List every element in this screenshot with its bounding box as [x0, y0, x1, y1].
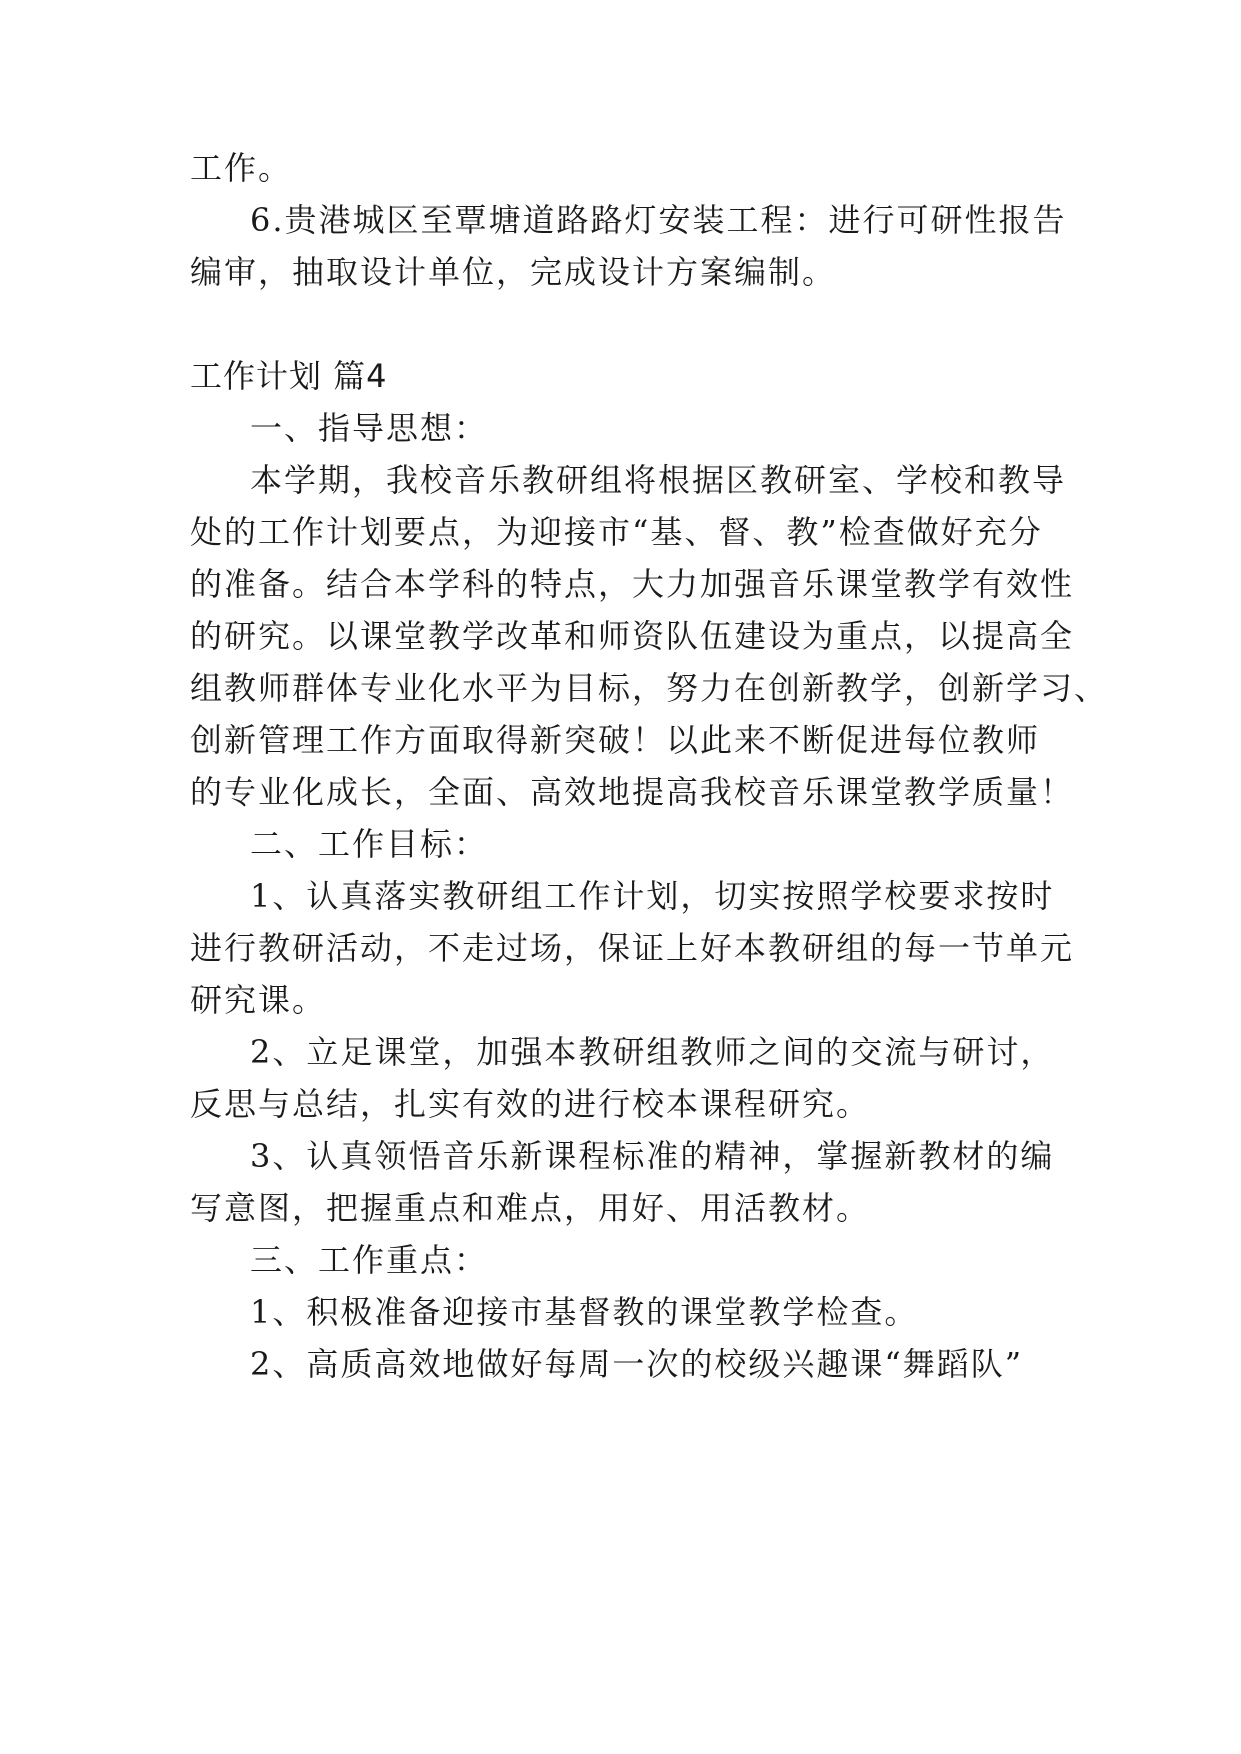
text-line: 3、认真领悟音乐新课程标准的精神，掌握新教材的编 [250, 1137, 1055, 1175]
text-line: 进行教研活动，不走过场，保证上好本教研组的每一节单元 [190, 929, 1075, 967]
text-line: 组教师群体专业化水平为目标，努力在创新教学，创新学习、 [190, 669, 1109, 707]
text-line: 编审，抽取设计单位，完成设计方案编制。 [190, 253, 837, 291]
text-line: 2、高质高效地做好每周一次的校级兴趣课“舞蹈队” [250, 1345, 1024, 1383]
text-line: 的准备。结合本学科的特点，大力加强音乐课堂教学有效性 [190, 565, 1075, 603]
text-line: 写意图，把握重点和难点，用好、用活教材。 [190, 1189, 871, 1227]
text-line: 2、立足课堂，加强本教研组教师之间的交流与研讨， [250, 1033, 1055, 1071]
text-line: 创新管理工作方面取得新突破！以此来不断促进每位教师 [190, 721, 1041, 759]
text-line: 研究课。 [190, 981, 327, 1019]
text-line: 处的工作计划要点，为迎接市“基、督、教”检查做好充分 [190, 513, 1043, 551]
section-heading: 工作计划 篇4 [190, 357, 388, 395]
text-line: 反思与总结，扎实有效的进行校本课程研究。 [190, 1085, 871, 1123]
text-line: 1、积极准备迎接市基督教的课堂教学检查。 [250, 1293, 919, 1331]
text-line: 6.贵港城区至覃塘道路路灯安装工程：进行可研性报告 [250, 201, 1067, 239]
text-line: 1、认真落实教研组工作计划，切实按照学校要求按时 [250, 877, 1055, 915]
text-line: 一、指导思想： [250, 409, 489, 447]
text-line: 的研究。以课堂教学改革和师资队伍建设为重点，以提高全 [190, 617, 1075, 655]
text-line: 三、工作重点： [250, 1241, 489, 1279]
text-line: 的专业化成长，全面、高效地提高我校音乐课堂教学质量！ [190, 773, 1075, 811]
text-line: 工作。 [190, 149, 293, 187]
text-line: 本学期，我校音乐教研组将根据区教研室、学校和教导 [250, 461, 1067, 499]
text-line: 二、工作目标： [250, 825, 489, 863]
